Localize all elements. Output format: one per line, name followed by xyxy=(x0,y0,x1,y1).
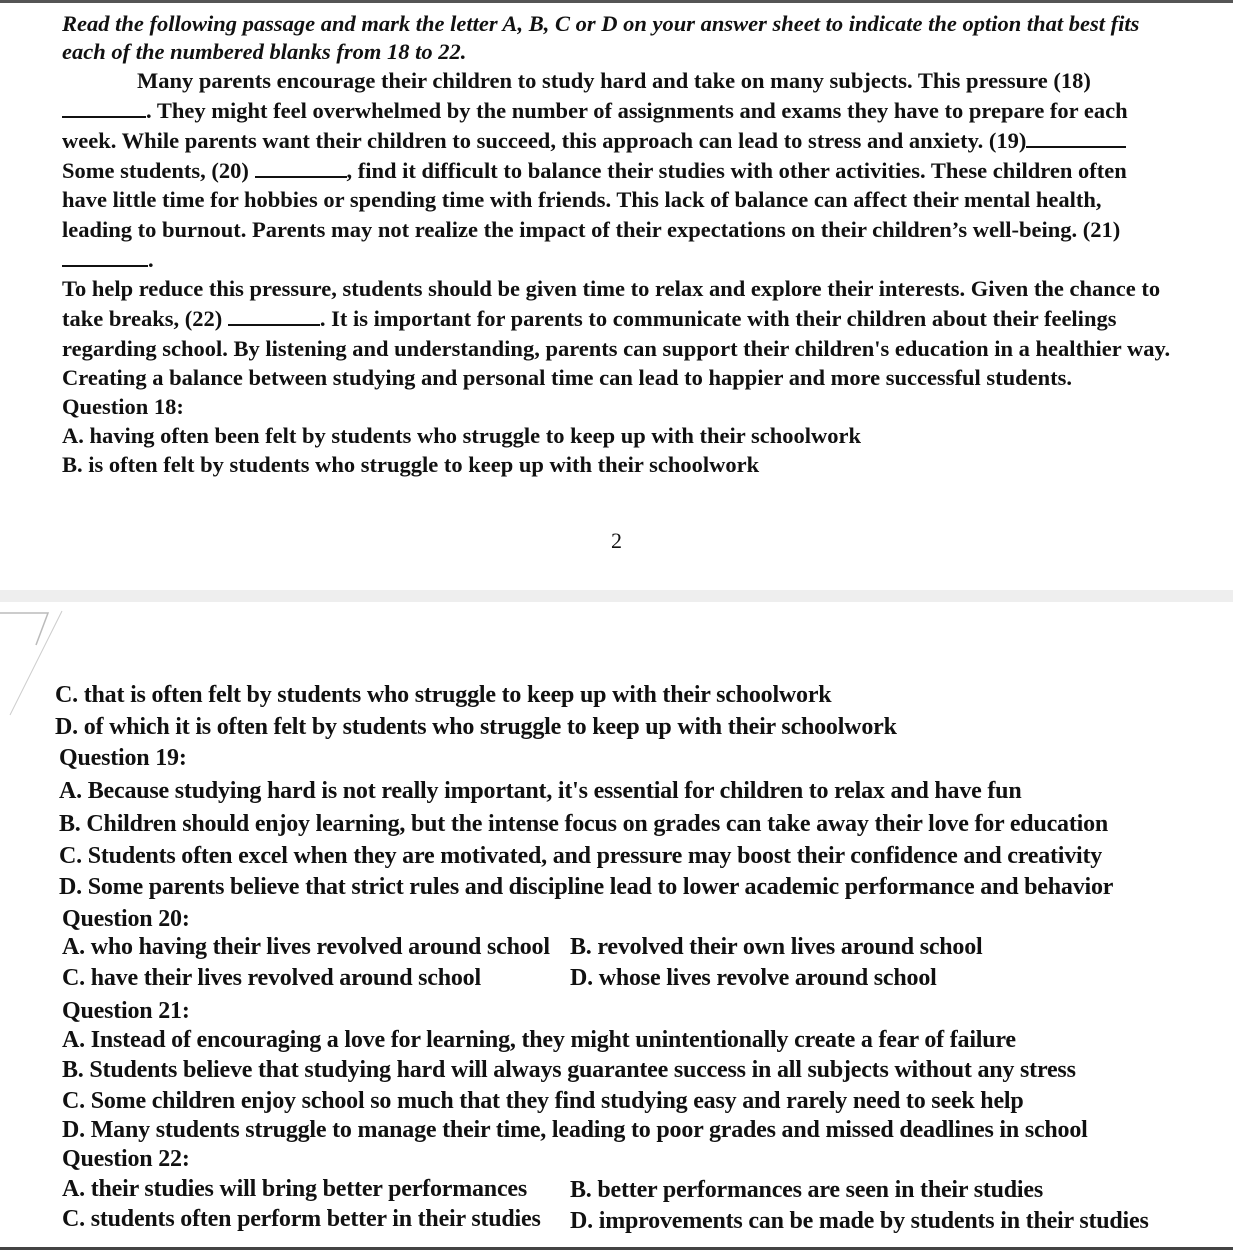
q21-option-c: C. Some children enjoy school so much that they find studying easy and rarely need to seek help xyxy=(62,1088,1024,1114)
q18-option-b: B. is often felt by students who struggle to keep up with their schoolwork xyxy=(62,452,760,477)
passage-line xyxy=(62,127,1126,155)
passage-line: To help reduce this pressure, students should be given time to relax and explore their interests. Given the chance to xyxy=(62,276,1161,301)
q19-option-d: D. Some parents believe that strict rules and discipline lead to lower academic performance and behavior xyxy=(59,874,1114,900)
q20-option-a: A. who having their lives revolved around school xyxy=(62,934,550,960)
q19-option-b: B. Children should enjoy learning, but the intense focus on grades can take away their love for education xyxy=(59,811,1109,837)
passage-line xyxy=(62,305,1116,333)
instructions: Read the following passage and mark the letter A, B, C or D on your answer sheet to indicate the option that best fits each of the numbered blanks from 18 to 22. xyxy=(62,11,1140,64)
q20-option-c: C. have their lives revolved around school xyxy=(62,965,481,991)
passage-text: . It is important for parents to communicate with their children about their feelings xyxy=(319,306,1117,331)
q21-option-a: A. Instead of encouraging a love for learning, they might unintentionally create a fear of failure xyxy=(62,1027,1016,1053)
q18-option-a: A. having often been felt by students who struggle to keep up with their schoolwork xyxy=(62,423,862,448)
passage-text: . They might feel overwhelmed by the number of assignments and exams they have to prepare for each xyxy=(146,98,1128,123)
passage-line: leading to burnout. Parents may not realize the impact of their expectations on their children’s well-being. (21) xyxy=(62,217,1121,242)
passage-text: week. While parents want their children to succeed, this approach can lead to stress and anxiety. (19) xyxy=(62,128,1027,153)
q21-option-b: B. Students believe that studying hard will always guarantee success in all subjects without any stress xyxy=(62,1057,1076,1083)
page-number: 2 xyxy=(611,528,622,553)
blank-21 xyxy=(62,247,148,267)
page-gap xyxy=(0,590,1233,602)
q19-option-a: A. Because studying hard is not really important, it's essential for children to relax and have fun xyxy=(59,778,1022,804)
passage-line: Many parents encourage their children to study hard and take on many subjects. This pressure (18) xyxy=(137,68,1091,93)
passage-line: regarding school. By listening and understanding, parents can support their children's education in a healthier way. xyxy=(62,336,1171,361)
question-18-label: Question 18: xyxy=(62,394,184,419)
passage-text: . xyxy=(148,247,154,272)
top-rule xyxy=(0,0,1233,3)
q22-option-b: B. better performances are seen in their studies xyxy=(570,1177,1043,1203)
passage-line: Creating a balance between studying and personal time can lead to happier and more successful students. xyxy=(62,365,1073,390)
question-21-label: Question 21: xyxy=(62,998,190,1024)
q20-option-d: D. whose lives revolve around school xyxy=(570,965,937,991)
q22-option-a: A. their studies will bring better performances xyxy=(62,1176,527,1202)
blank-18 xyxy=(62,98,146,118)
question-22-label: Question 22: xyxy=(62,1146,190,1172)
passage-text: Some students, (20) xyxy=(62,158,249,183)
blank-19 xyxy=(1026,128,1126,148)
passage-line xyxy=(62,157,1127,185)
q22-option-d: D. improvements can be made by students in their studies xyxy=(570,1208,1149,1234)
blank-22 xyxy=(228,306,320,326)
q22-option-c: C. students often perform better in their studies xyxy=(62,1206,541,1232)
passage-line: have little time for hobbies or spending time with friends. This lack of balance can affect their mental health, xyxy=(62,187,1102,212)
passage-text: take breaks, (22) xyxy=(62,306,223,331)
q21-option-d: D. Many students struggle to manage their time, leading to poor grades and missed deadlines in school xyxy=(62,1117,1088,1143)
passage-text: , find it difficult to balance their studies with other activities. These children often xyxy=(346,158,1127,183)
blank-20 xyxy=(255,158,347,178)
passage-line xyxy=(62,246,154,274)
q18-option-c: C. that is often felt by students who struggle to keep up with their schoolwork xyxy=(55,682,832,708)
passage-line xyxy=(62,97,1128,125)
q19-option-c: C. Students often excel when they are motivated, and pressure may boost their confidence and creativity xyxy=(59,843,1103,869)
question-20-label: Question 20: xyxy=(62,906,190,932)
bottom-rule xyxy=(0,1247,1233,1250)
q20-option-b: B. revolved their own lives around school xyxy=(570,934,983,960)
q18-option-d: D. of which it is often felt by students who struggle to keep up with their schoolwork xyxy=(55,714,897,740)
question-19-label: Question 19: xyxy=(59,745,187,771)
